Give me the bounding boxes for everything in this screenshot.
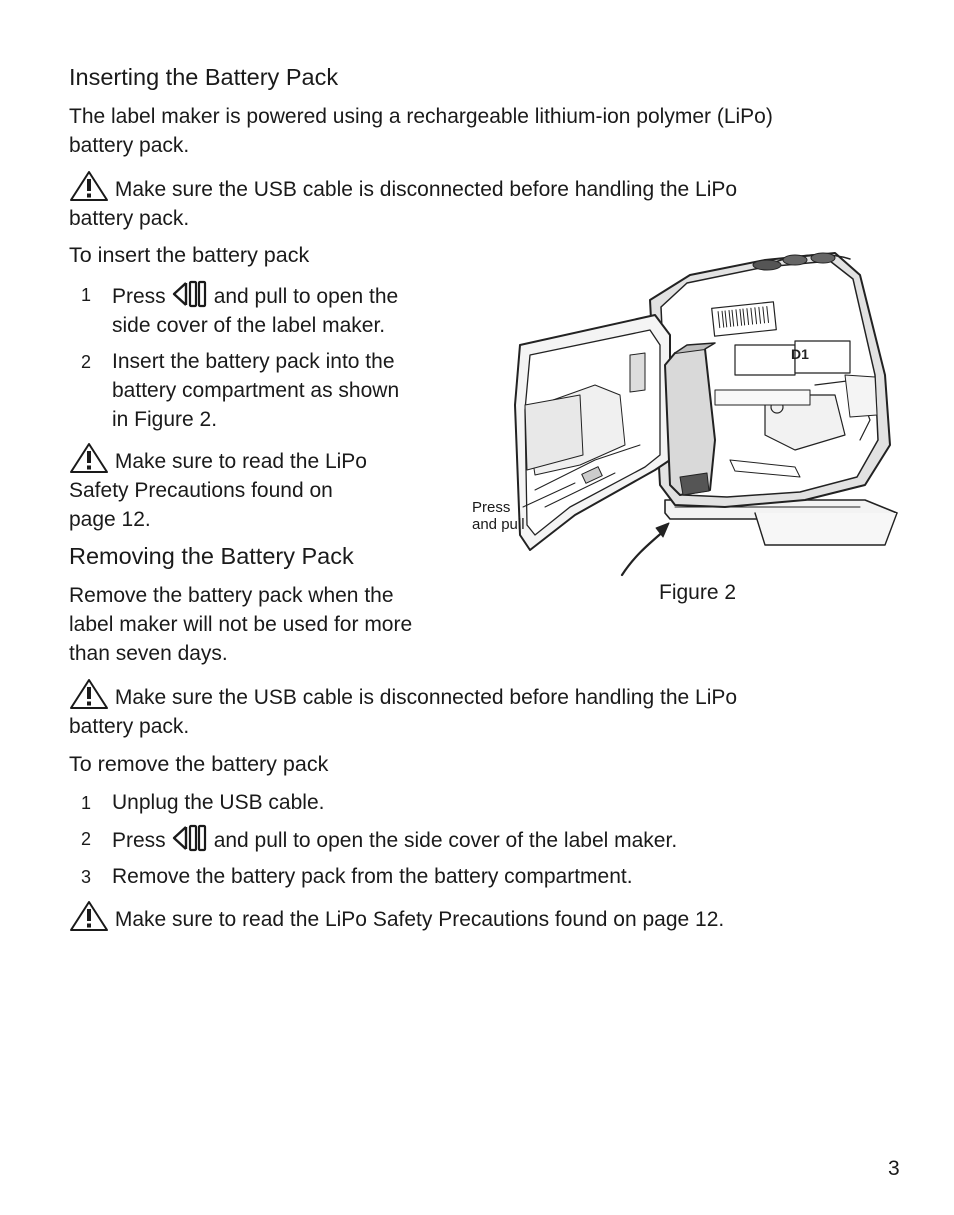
step-text: and pull to open the side cover of the label maker. [213, 829, 678, 852]
intro-line: than seven days. [69, 642, 228, 665]
section-title-inserting: Inserting the Battery Pack [69, 64, 339, 90]
list-item [69, 862, 869, 891]
intro-line: Remove the battery pack when the [69, 584, 394, 607]
step-number: 3 [81, 867, 92, 887]
model-text: D1 [791, 346, 809, 362]
warning-triangle-icon [69, 442, 109, 474]
callout-text: Press [472, 499, 511, 516]
callout-text: and pull [472, 516, 525, 533]
warning-lipo-remove [69, 900, 724, 934]
intro-line: battery pack. [69, 134, 190, 157]
steps-title-insert: To insert the battery pack [69, 243, 310, 267]
step-number: 2 [81, 352, 92, 372]
warning-text: Make sure to read the LiPo [114, 450, 367, 473]
press-release-icon [172, 824, 208, 852]
warning-text: battery pack. [69, 207, 190, 230]
step-text: side cover of the label maker. [112, 314, 386, 337]
step-number: 1 [81, 285, 92, 305]
warning-triangle-icon [69, 900, 109, 932]
section-title-removing: Removing the Battery Pack [69, 543, 354, 569]
warning-usb-remove [69, 678, 737, 741]
step-text: Insert the battery pack into the [112, 350, 395, 373]
step-number: 1 [81, 793, 92, 813]
step-text: Press [112, 285, 166, 308]
steps-title-remove: To remove the battery pack [69, 752, 329, 776]
list-item [69, 788, 869, 817]
figure-callout [472, 499, 525, 533]
step-text: Unplug the USB cable. [112, 791, 325, 814]
step-text: Remove the battery pack from the battery compartment. [112, 865, 633, 888]
warning-text: Make sure to read the LiPo Safety Precautions found on page 12. [114, 908, 725, 931]
list-item [69, 347, 469, 434]
page-number: 3 [888, 1157, 900, 1180]
list-item [69, 280, 469, 340]
figure-caption: Figure 2 [659, 581, 737, 604]
warning-triangle-icon [69, 170, 109, 202]
warning-text: Make sure the USB cable is disconnected before handling the LiPo [114, 178, 738, 201]
label-maker-drawing [465, 245, 905, 585]
step-number: 2 [81, 829, 92, 849]
intro-line: label maker will not be used for more [69, 613, 413, 636]
remove-steps-list [69, 788, 869, 891]
warning-text: Safety Precautions found on [69, 479, 333, 502]
warning-text: page 12. [69, 508, 151, 531]
step-text: and pull to open the [213, 285, 399, 308]
warning-triangle-icon [69, 678, 109, 710]
brand-text: DYMO [821, 273, 848, 309]
warning-lipo-insert [69, 442, 367, 534]
intro-line: The label maker is powered using a rechargeable lithium-ion polymer (LiPo) [69, 105, 773, 128]
press-release-icon [172, 280, 208, 308]
warning-text: Make sure the USB cable is disconnected before handling the LiPo [114, 686, 738, 709]
step-text: in Figure 2. [112, 408, 218, 431]
figure-2-illustration [465, 245, 905, 585]
list-item [69, 824, 869, 855]
warning-usb-insert [69, 170, 737, 233]
step-text: Press [112, 829, 166, 852]
warning-text: battery pack. [69, 715, 190, 738]
step-text: battery compartment as shown [112, 379, 400, 402]
insert-steps-list [69, 280, 469, 434]
section-intro-inserting [69, 102, 773, 160]
section-intro-removing [69, 581, 412, 668]
